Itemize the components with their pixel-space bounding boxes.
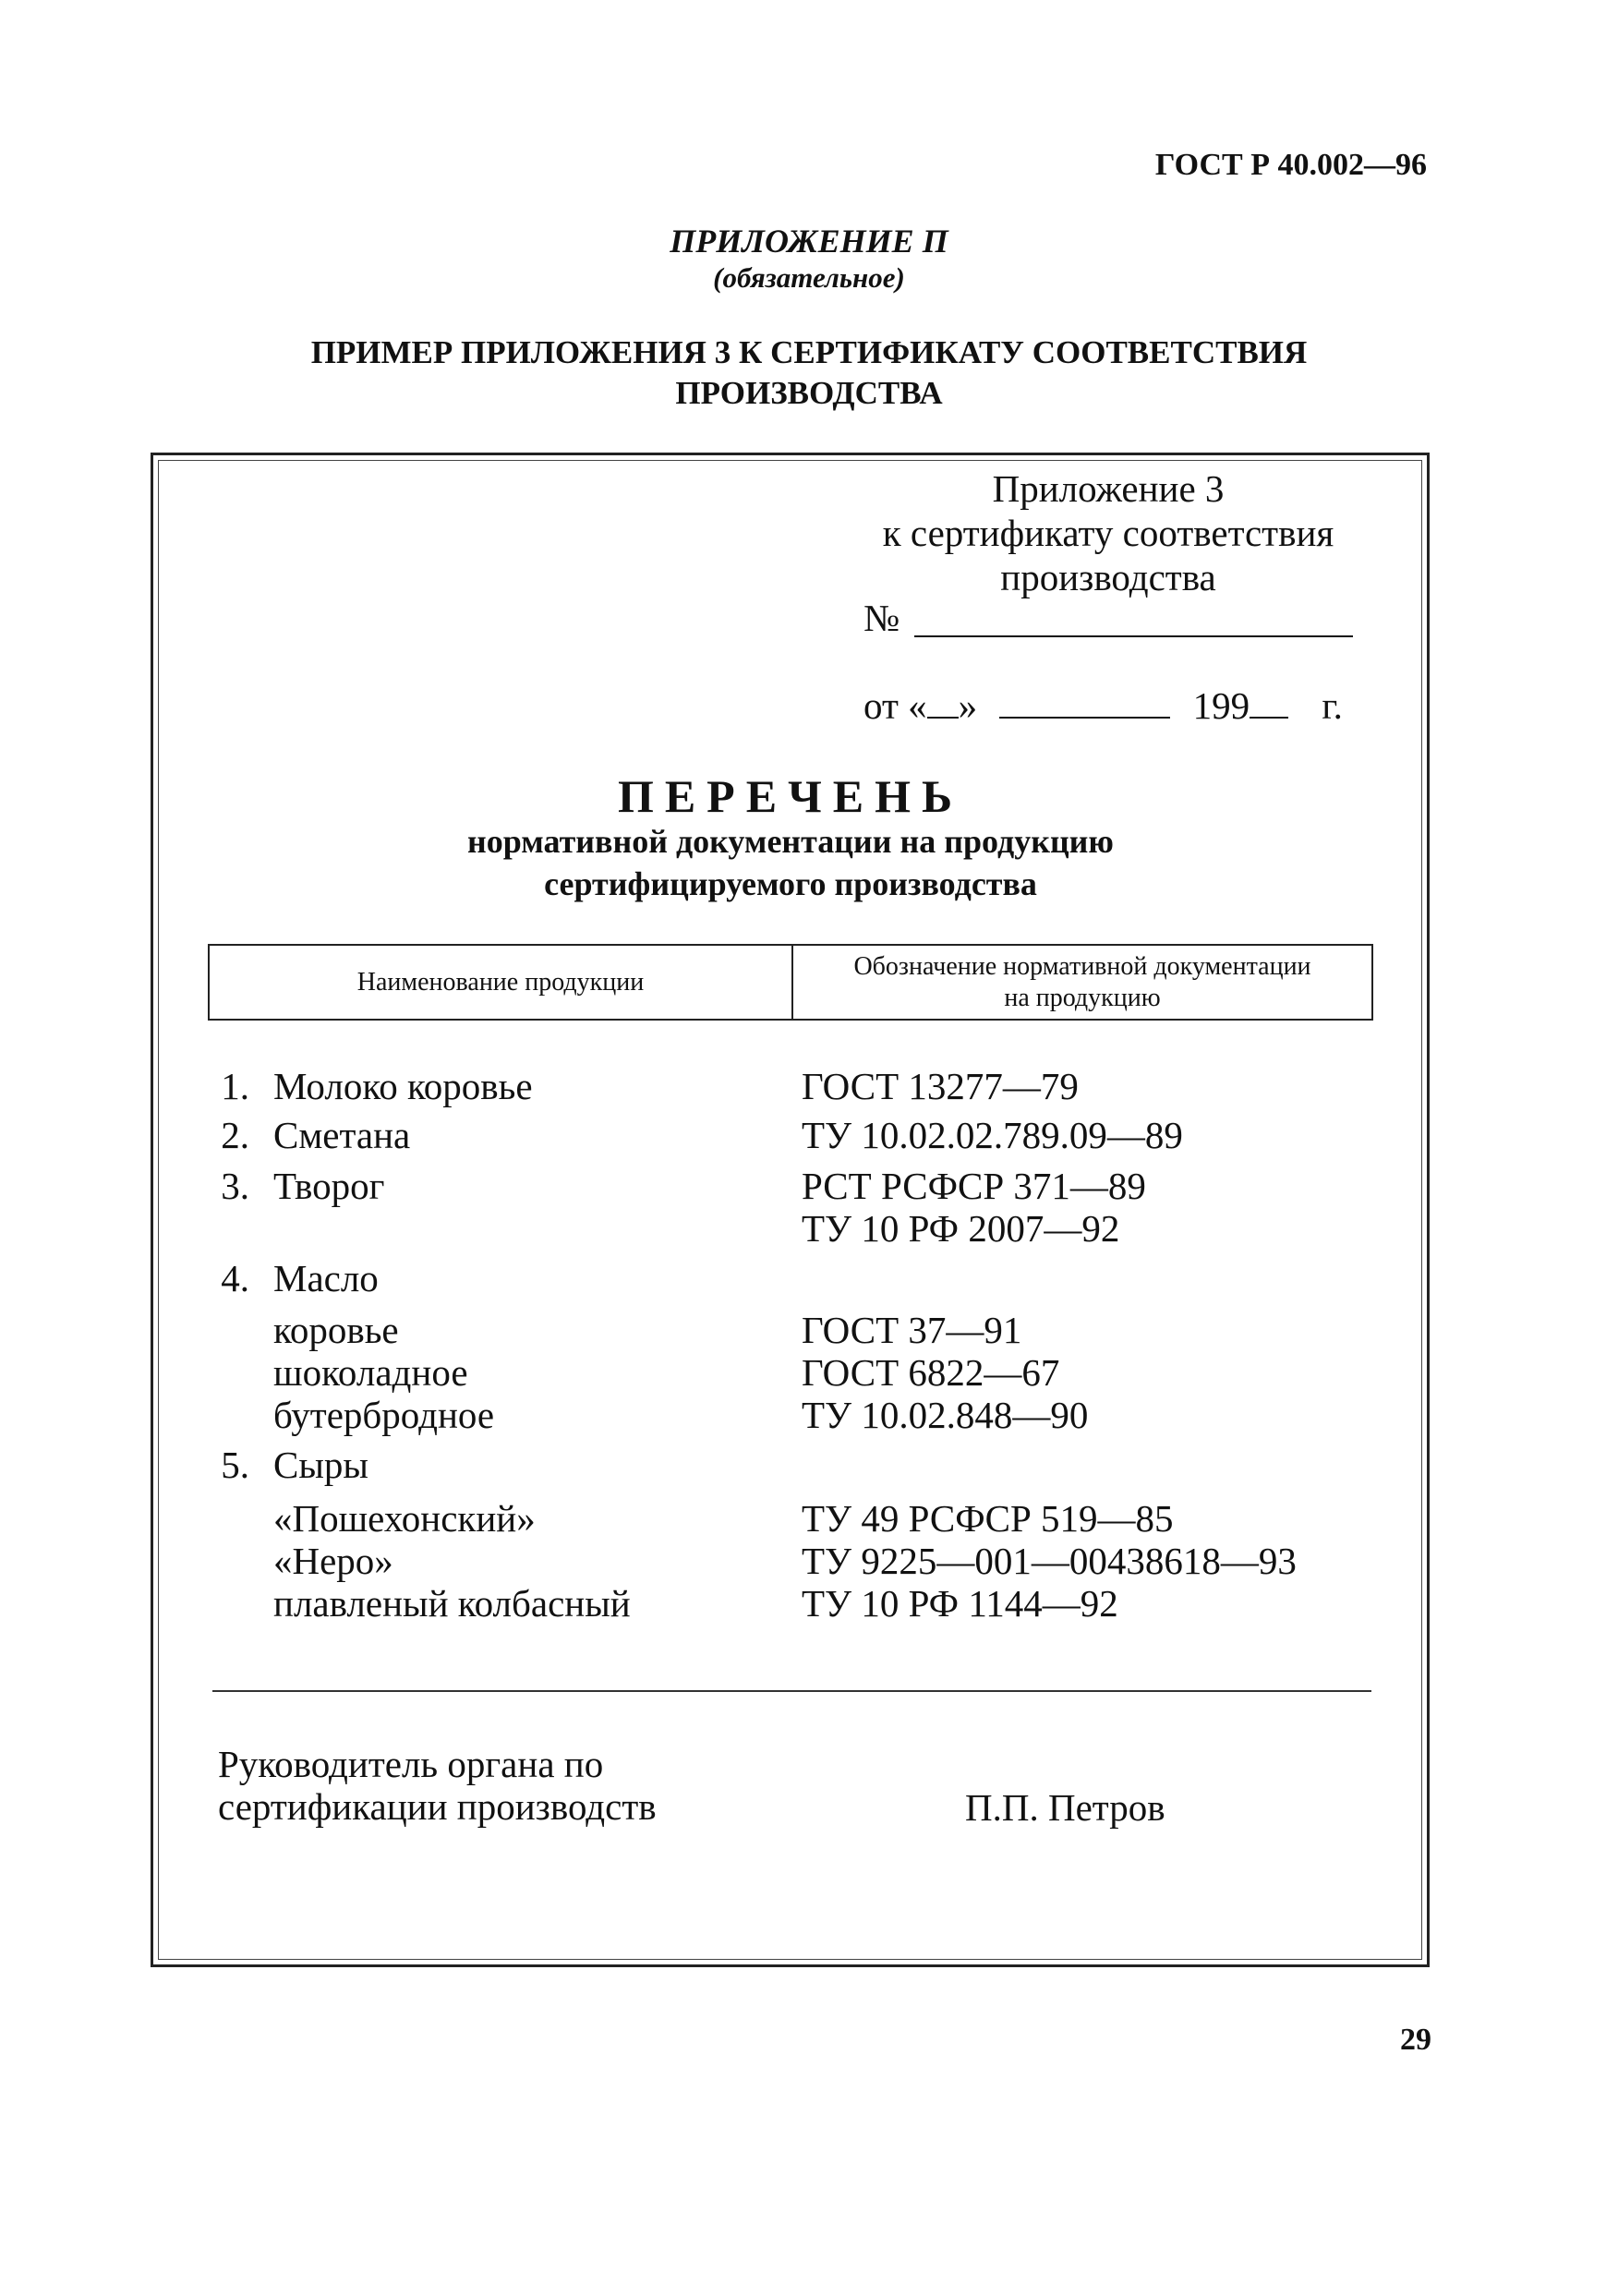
normative-doc: ГОСТ 37—91 [802,1309,1022,1351]
product-name: плавленый колбасный [273,1582,631,1625]
year-suffix: г. [1322,684,1343,727]
appendix-block [813,466,1404,599]
month-blank [999,689,1170,719]
product-name: Масло [273,1257,379,1299]
appendix-line-1: Приложение 3 [992,467,1225,510]
date-row [863,683,1343,728]
product-name: Сметана [273,1114,411,1156]
appendix-line-2: к сертификату соответствия [882,512,1334,554]
document-code: ГОСТ Р 40.002—96 [1154,148,1427,182]
date-from-label: от « [863,684,927,727]
year-prefix: 199 [1192,684,1250,727]
product-name: бутербродное [273,1394,495,1436]
signature-role [218,1743,657,1828]
normative-doc: ТУ 10 РФ 2007—92 [802,1207,1120,1250]
signature-divider [212,1690,1371,1692]
normative-doc: ТУ 10 РФ 1144—92 [802,1582,1118,1625]
row-number: 1. [221,1065,249,1107]
appendix-line-3: производства [1000,556,1216,598]
annex-type: (обязательное) [713,261,905,294]
normative-doc: ТУ 9225—001—00438618—93 [802,1540,1297,1582]
col-header-normative-doc-line-1: Обозначение нормативной документации [853,951,1311,981]
signature-name: П.П. Петров [965,1786,1165,1829]
row-number: 5. [221,1444,249,1486]
normative-doc: РСТ РСФСР 371—89 [802,1165,1146,1207]
col-header-normative-doc-line-2: на продукцию [1004,983,1161,1012]
list-title: ПЕРЕЧЕНЬ [617,770,964,822]
row-number: 2. [221,1114,249,1156]
product-name: Сыры [273,1444,368,1486]
list-subtitle-line-1: нормативной документации на продукцию [467,823,1114,860]
product-name: коровье [273,1309,399,1351]
signature-role-line-1: Руководитель органа по [218,1743,604,1785]
year-blank [1250,689,1288,719]
number-label: № [863,597,900,639]
col-header-product-name: Наименование продукции [210,946,793,1019]
normative-doc: ТУ 49 РСФСР 519—85 [802,1497,1174,1540]
annex-title: ПРИЛОЖЕНИЕ П [670,223,948,260]
list-subtitle-line-2: сертифицируемого производства [544,865,1037,902]
product-name: «Пошехонский» [273,1497,536,1540]
day-blank [927,689,959,719]
row-number: 3. [221,1165,249,1207]
page-number: 29 [1400,2023,1431,2057]
normative-doc: ГОСТ 6822—67 [802,1351,1060,1394]
normative-doc: ТУ 10.02.02.789.09—89 [802,1114,1183,1156]
col-header-normative-doc [793,946,1371,1019]
main-title-line-2: ПРОИЗВОДСТВА [675,375,943,411]
list-subtitle [159,820,1422,905]
normative-doc: ТУ 10.02.848—90 [802,1394,1089,1436]
main-title-line-1: ПРИМЕР ПРИЛОЖЕНИЯ 3 К СЕРТИФИКАТУ СООТВЕТСТВИЯ [310,334,1308,370]
normative-doc: ГОСТ 13277—79 [802,1065,1079,1107]
table-header [208,944,1373,1021]
row-number: 4. [221,1257,249,1299]
product-name: «Неро» [273,1540,393,1582]
date-quote-close: » [958,684,978,727]
product-name: шоколадное [273,1351,468,1394]
number-blank-line [914,635,1353,637]
product-name: Молоко коровье [273,1065,533,1107]
signature-role-line-2: сертификации производств [218,1785,657,1828]
product-name: Творог [273,1165,385,1207]
main-title [185,332,1433,414]
